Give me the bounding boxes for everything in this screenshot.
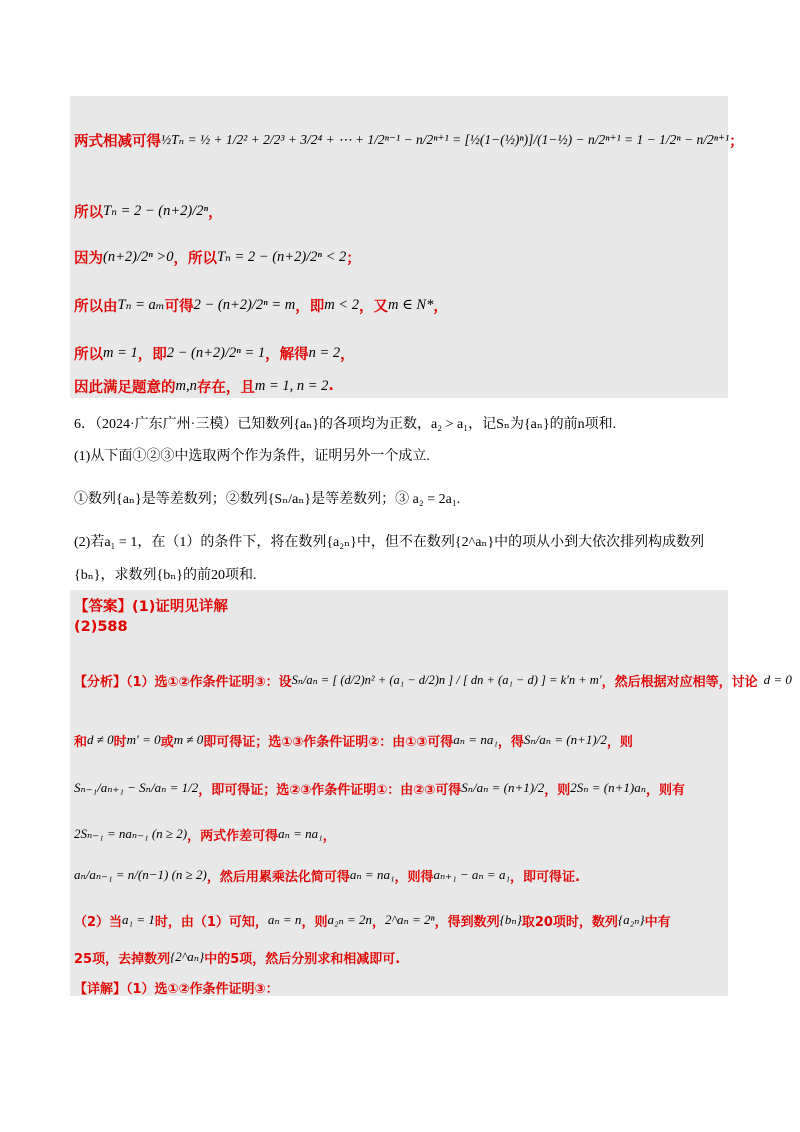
math-half-tn: ½Tₙ = ½ + 1/2² + 2/2³ + 3/2⁴ + ⋯ + 1/2ⁿ⁻¹ − n/2ⁿ⁺¹ = [½(1−(½)ⁿ)]/(1−½) − n/2ⁿ⁺¹ = 1 − 1/2ⁿ − n/2ⁿ⁺¹: [161, 132, 730, 147]
answer-line-2: (2)588: [74, 619, 128, 635]
analysis-line-6: （2）当 a₁ = 1 时，由（1）可知， aₙ = n ，则 a₂ₙ = 2n ， 2^aₙ = 2ⁿ ，得到数列 {bₙ} 取20项时，数列 {a₂ₙ} 中有: [74, 912, 671, 930]
label-subtract: 两式相减可得: [74, 133, 161, 150]
top-line-4: 所以由 Tₙ = aₘ 可得 2 − (n+2)/2ⁿ = m ，即 m < 2 ，又 m ∈ N* ，: [74, 296, 448, 315]
problem-line-3: ①数列{aₙ}是等差数列；②数列{Sₙ/aₙ}是等差数列；③ a₂ = 2a₁.: [74, 492, 461, 507]
problem-line-5: {bₙ}，求数列{bₙ}的前20项和.: [74, 568, 257, 583]
top-line-1: 两式相减可得 ½Tₙ = ½ + 1/2² + 2/2³ + 3/2⁴ + ⋯ + 1/2ⁿ⁻¹ − n/2ⁿ⁺¹ = [½(1−(½)ⁿ)]/(1−½) − n/2ⁿ⁺¹ = 1 − 1/2ⁿ − n/2ⁿ⁺¹ ；: [74, 100, 744, 180]
math-tn: Tₙ = 2 − (n+2)/2ⁿ: [103, 202, 209, 219]
analysis-line-4: 2Sₙ₋₁ = naₙ₋₁ (n ≥ 2) ，两式作差可得 aₙ = na₁ ，: [74, 826, 336, 844]
problem-line-2: (1)从下面①②③中选取两个作为条件，证明另外一个成立.: [74, 449, 430, 464]
detail-heading: 【详解】（1）选①②作条件证明③：: [74, 981, 279, 997]
problem-line-4: (2)若a₁ = 1，在（1）的条件下，将在数列{a₂ₙ}中，但不在数列{2^aₙ}中的项从小到大依次排列构成数列: [74, 535, 705, 550]
analysis-line-3: Sₙ₋₁/aₙ₊₁ − Sₙ/aₙ = 1/2 ，即可得证；选②③作条件证明①：由②③可得 Sₙ/aₙ = (n+1)/2 ，则 2Sₙ = (n+1)aₙ ，则有: [74, 780, 686, 798]
top-line-3: 因为 (n+2)/2ⁿ >0 ，所以 Tₙ = 2 − (n+2)/2ⁿ < 2 ；: [74, 248, 361, 267]
analysis-line-5: aₙ/aₙ₋₁ = n/(n−1) (n ≥ 2) ，然后用累乘法化简可得 aₙ = na₁ ，则得 aₙ₊₁ − aₙ = a₁ ，即可得证.: [74, 867, 580, 885]
top-line-5: 所以 m = 1 ，即 2 − (n+2)/2ⁿ = 1 ，解得 n = 2 ，: [74, 344, 355, 363]
problem-line-1: 6．（2024·广东广州·三模）已知数列{aₙ}的各项均为正数，a₂ > a₁，记Sₙ为{aₙ}的前n项和.: [74, 417, 617, 432]
top-line-6: 因此满足题意的 m,n 存在，且 m = 1, n = 2 .: [74, 377, 334, 396]
analysis-line-7: 25项，去掉数列 {2^aₙ} 中的5项，然后分别求和相减即可.: [74, 949, 401, 967]
answer-line-1: 【答案】(1)证明见详解: [74, 598, 228, 615]
analysis-line-2: 和 d ≠ 0 时 m′ = 0 或 m ≠ 0 即可得证；选①③作条件证明②：由①③可得 aₙ = na₁ ，得 Sₙ/aₙ = (n+1)/2 ，则: [74, 732, 633, 750]
top-line-2: 所以 Tₙ = 2 − (n+2)/2ⁿ ，: [74, 202, 223, 221]
analysis-line-1: 【分析】（1）选①②作条件证明③：设 Sₙ/aₙ = [ (d/2)n² + (a₁ − d/2)n ] / [ dn + (a₁ − d) ] = k′n + m′ ，然后根据对应相等，讨论 d = 0: [74, 672, 792, 690]
